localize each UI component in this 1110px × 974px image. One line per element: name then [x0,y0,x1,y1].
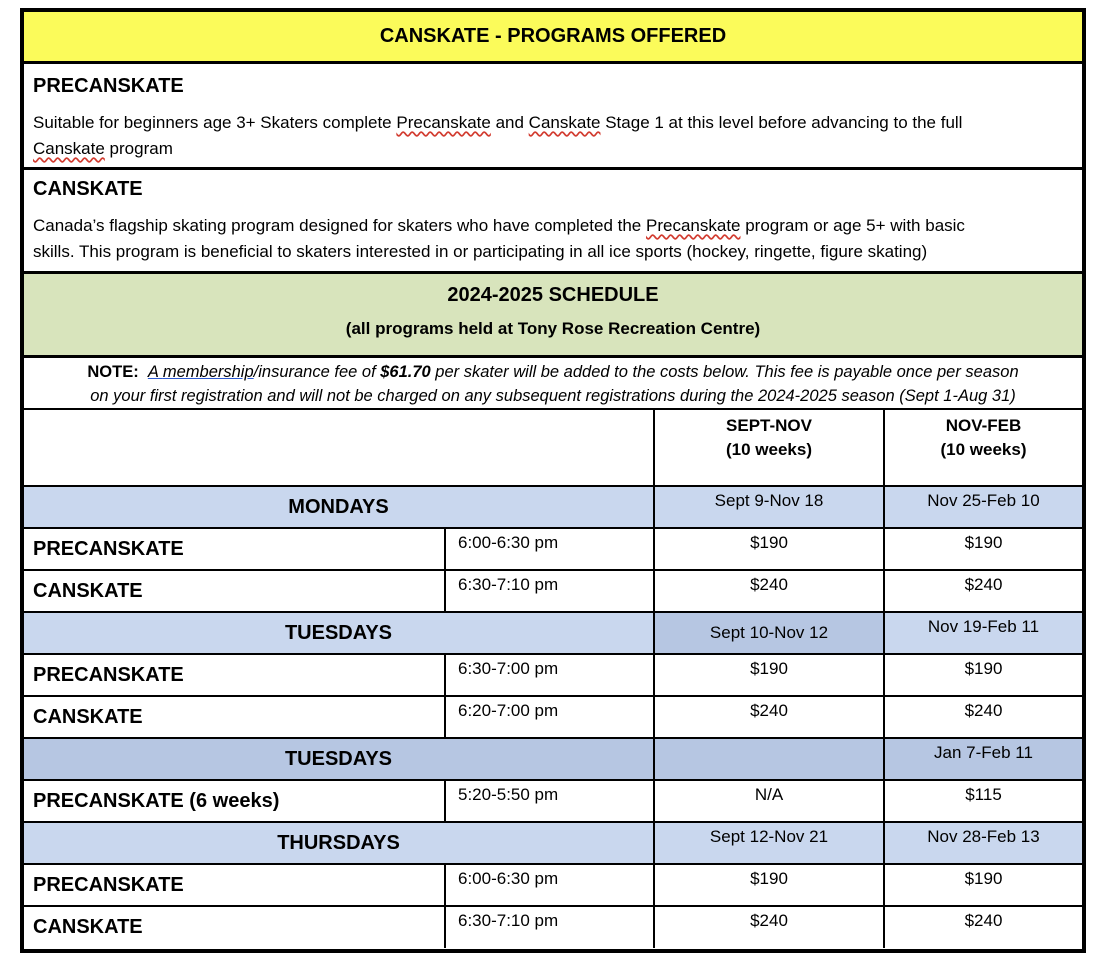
precanskate-section [24,67,1082,170]
column-header-label: NOV-FEB [945,416,1022,435]
column-header-duration: (10 weeks) [726,440,812,459]
membership-note [24,358,1082,410]
day-dates-sept-nov: Sept 12-Nov 21 [654,822,884,864]
price-nov-feb: $240 [884,696,1082,738]
note-label: NOTE: [87,363,139,381]
precanskate-description [33,110,1073,162]
column-header-label: SEPT-NOV [726,416,812,435]
program-time: 5:20-5:50 pm [445,780,654,822]
program-time: 6:20-7:00 pm [445,696,654,738]
program-time: 6:00-6:30 pm [445,864,654,906]
day-row [24,822,1082,864]
precanskate-heading: PRECANSKATE [33,75,184,97]
note-text: per skater will be added to the costs below. This fee is payable once per season [430,363,1019,381]
column-header-duration: (10 weeks) [940,440,1027,459]
day-row [24,612,1082,654]
day-dates-nov-feb: Nov 19-Feb 11 [884,612,1082,654]
spellcheck-word: Canskate [528,113,601,132]
schedule-table [24,410,1082,948]
program-time: 6:30-7:00 pm [445,654,654,696]
table-row [24,654,1082,696]
day-dates-nov-feb: Jan 7-Feb 11 [884,738,1082,780]
program-name: CANSKATE [24,696,445,738]
program-name: PRECANSKATE (6 weeks) [24,780,445,822]
column-header-sept-nov [654,410,884,486]
precanskate-desc-text: Suitable for beginners age 3+ Skaters complete [33,113,397,132]
price-sept-nov: $240 [654,696,884,738]
header-blank-cell [24,410,654,486]
program-name: PRECANSKATE [24,654,445,696]
price-sept-nov: $240 [654,906,884,948]
day-name: THURSDAYS [24,822,654,864]
note-membership: membership [162,363,254,381]
canskate-desc-text: skills. This program is beneficial to skaters interested in or participating in all ice sports (hockey, ringette, figure skating) [33,242,928,261]
price-nov-feb: $240 [884,906,1082,948]
canskate-heading: CANSKATE [33,178,143,200]
day-name: MONDAYS [24,486,654,528]
price-nov-feb: $190 [884,864,1082,906]
price-nov-feb: $115 [884,780,1082,822]
table-row [24,906,1082,948]
price-nov-feb: $190 [884,528,1082,570]
price-sept-nov: $190 [654,528,884,570]
canskate-section [24,170,1082,274]
precanskate-desc-text: Stage 1 at this level before advancing to the full [600,113,963,132]
program-name: PRECANSKATE [24,864,445,906]
program-name: CANSKATE [24,570,445,612]
precanskate-desc-text: program [104,139,173,158]
price-sept-nov: $240 [654,570,884,612]
table-header-row [24,410,1082,486]
day-row [24,738,1082,780]
program-time: 6:30-7:10 pm [445,570,654,612]
schedule-title: 2024-2025 SCHEDULE [447,284,659,306]
price-nov-feb: $190 [884,654,1082,696]
table-row [24,780,1082,822]
table-row [24,864,1082,906]
program-name: CANSKATE [24,906,445,948]
column-header-nov-feb [884,410,1082,486]
day-dates-sept-nov: Sept 10-Nov 12 [654,612,884,654]
program-time: 6:30-7:10 pm [445,906,654,948]
canskate-desc-text: program or age 5+ with basic [740,216,965,235]
spellcheck-word: Precanskate [646,216,741,235]
document-title: CANSKATE - PROGRAMS OFFERED [24,12,1082,64]
day-dates-sept-nov [654,738,884,780]
table-row [24,570,1082,612]
table-row [24,528,1082,570]
program-document [20,8,1086,953]
canskate-desc-text: Canada’s flagship skating program designed for skaters who have completed the [33,216,646,235]
day-name: TUESDAYS [24,738,654,780]
schedule-subtitle: (all programs held at Tony Rose Recreation Centre) [345,319,761,338]
note-text: /insurance fee of [253,363,381,381]
price-sept-nov: $190 [654,864,884,906]
day-dates-sept-nov: Sept 9-Nov 18 [654,486,884,528]
day-row [24,486,1082,528]
schedule-header [24,274,1082,358]
note-text: A [147,363,163,381]
spellcheck-word: Precanskate [396,113,491,132]
membership-fee: $61.70 [380,363,431,381]
price-sept-nov: $190 [654,654,884,696]
note-text: on your first registration and will not be charged on any subsequent registrations during the 2024-2025 season (Sept 1-Aug 31) [90,387,1016,405]
price-sept-nov: N/A [654,780,884,822]
table-row [24,696,1082,738]
spellcheck-word: Canskate [33,139,105,158]
canskate-description [33,213,1073,265]
precanskate-desc-text: and [490,113,529,132]
program-name: PRECANSKATE [24,528,445,570]
day-name: TUESDAYS [24,612,654,654]
price-nov-feb: $240 [884,570,1082,612]
program-time: 6:00-6:30 pm [445,528,654,570]
day-dates-nov-feb: Nov 28-Feb 13 [884,822,1082,864]
day-dates-nov-feb: Nov 25-Feb 10 [884,486,1082,528]
